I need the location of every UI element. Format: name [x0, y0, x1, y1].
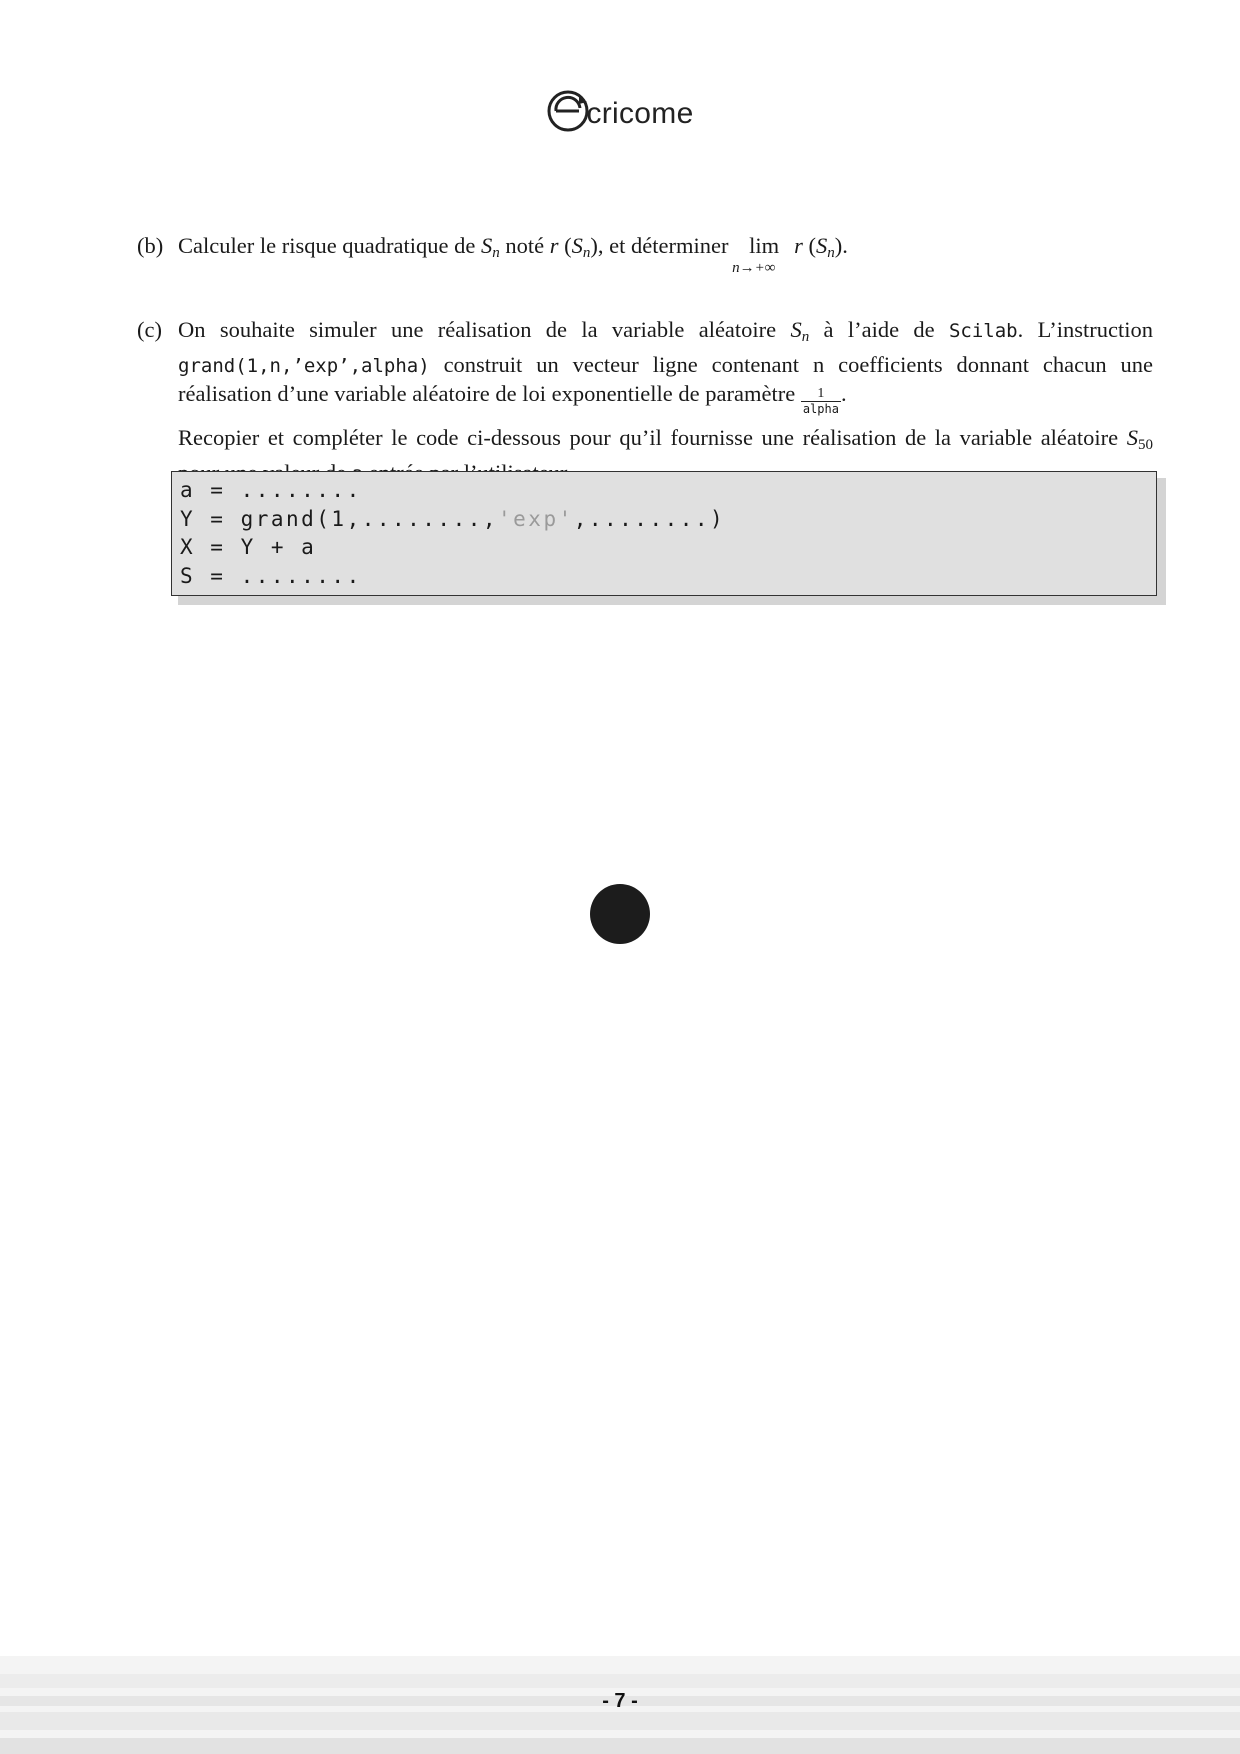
logo-wordmark: cricome — [586, 96, 694, 130]
code-line: a = ........ — [180, 478, 362, 502]
question-b — [137, 232, 1153, 276]
question-label: (b) — [137, 233, 164, 258]
code-block — [171, 471, 1157, 596]
paragraph-1: On souhaite simuler une réalisation de la variable aléatoire Sn à l’aide de Scilab. L’instruction grand(1,n,’exp’,alpha) construit un vecteur ligne contenant n coefficients donnant chacun une réalisation d’une variable aléatoire de loi exponentielle de paramètre $\frac{1}{\text{alpha}}$ . — [178, 317, 1153, 416]
question-c — [137, 316, 1153, 488]
question-text — [178, 316, 1153, 488]
limit-operator: lim n→+∞ — [732, 233, 780, 276]
grand-call: grand(1,n,’exp’,alpha) — [178, 355, 430, 377]
page-marker-dot — [590, 884, 650, 944]
fraction: $\frac{1}{\text{alpha}}$ — [802, 386, 839, 416]
question-text: Calculer le risque quadratique de Sn noté r (Sn), et déterminer lim n→+∞ r (Sn). — [178, 233, 848, 276]
code-line: S = ........ — [180, 563, 362, 588]
code-line: Y = grand(1,........,'exp',........) — [180, 506, 726, 531]
paragraph-2: Recopier et compléter le code ci-dessous pour qu’il fournisse une réalisation de la variable aléatoire $S_{50}$ — [178, 425, 1153, 453]
ecricome-logo — [0, 88, 1240, 139]
scilab-keyword: Scilab — [948, 320, 1018, 342]
code-line: X = Y + a — [180, 535, 317, 559]
question-label: (c) — [137, 317, 162, 342]
page-number: - 7 - — [602, 1690, 638, 1712]
